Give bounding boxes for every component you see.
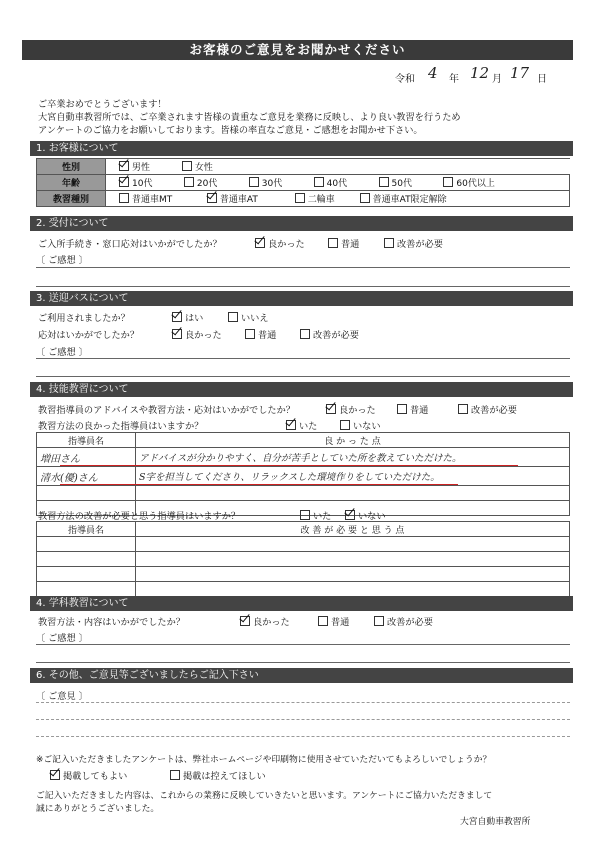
- bus-used-question: ご利用されましたか？: [38, 313, 130, 324]
- improve-point-header: 改 善 が 必 要 と 思 う 点: [136, 522, 570, 537]
- academic-comment-label: 〔 ご感想 〕: [36, 633, 88, 644]
- intro-line-2: 大宮自動車教習所では、ご卒業されます皆様の貴重なご意見を業務に反映し、より良い教習を行うため: [38, 112, 461, 123]
- gender-male-checkbox[interactable]: [119, 161, 129, 171]
- bus-service-normal-label: 普通: [258, 330, 277, 341]
- age-10s-checkbox[interactable]: [119, 177, 129, 187]
- date-era: 令和: [395, 74, 415, 85]
- practical-normal-checkbox[interactable]: [397, 404, 407, 414]
- practical-improve-label: 改善が必要: [471, 405, 517, 416]
- instructor-name-header: 指導員名: [37, 522, 136, 537]
- reception-improve-checkbox[interactable]: [384, 238, 394, 248]
- bus-service-question: 応対はいかがでしたか？: [38, 330, 140, 341]
- age-60s-checkbox[interactable]: [443, 177, 453, 187]
- good-instructor-no-label: いない: [353, 421, 381, 432]
- gender-female-label: 女性: [194, 163, 213, 173]
- course-type-label: 教習種別: [37, 191, 106, 207]
- bad-instructor-question: 教習方法の改善が必要と思う指導員はいますか？: [38, 511, 241, 522]
- bus-used-yes-label: はい: [185, 313, 204, 324]
- bus-service-improve-label: 改善が必要: [313, 330, 359, 341]
- academic-good-label: 良かった: [253, 617, 290, 628]
- age-20s-checkbox[interactable]: [184, 177, 194, 187]
- form-title: お客様のご意見をお聞かせください: [22, 40, 573, 60]
- section-2-header: 2. 受付について: [30, 216, 573, 231]
- table-header-row: [37, 433, 570, 448]
- comment-line: [36, 286, 570, 287]
- practical-good-checkbox[interactable]: [326, 404, 336, 414]
- reception-good-label: 良かった: [268, 239, 305, 250]
- section-4-header: 4. 技能教習について: [30, 382, 573, 397]
- practical-normal-label: 普通: [410, 405, 429, 416]
- date-month[interactable]: 12: [470, 64, 490, 82]
- other-comment-label: 〔 ご意見 〕: [36, 691, 88, 702]
- good-instructor-table: [36, 432, 570, 516]
- academic-normal-label: 普通: [331, 617, 350, 628]
- academic-normal-checkbox[interactable]: [318, 616, 328, 626]
- course-motorcycle-label: 二輪車: [307, 195, 335, 205]
- date-year[interactable]: 4: [428, 64, 438, 82]
- consent-yes-label: 掲載してもよい: [63, 771, 128, 782]
- course-at-release-label: 普通車AT限定解除: [372, 195, 447, 205]
- course-mt-label: 普通車MT: [132, 195, 173, 205]
- footer-school-name: 大宮自動車教習所: [460, 817, 531, 827]
- course-at-label: 普通車AT: [219, 195, 258, 205]
- bad-instructor-no-checkbox[interactable]: [345, 510, 355, 520]
- consent-question: ※ご記入いただきましたアンケートは、弊社ホームページや印刷物に使用させていただいてもよろしいでしょうか？: [36, 755, 492, 765]
- reception-improve-label: 改善が必要: [397, 239, 443, 250]
- course-at-release-checkbox[interactable]: [360, 193, 370, 203]
- comment-line: [36, 267, 570, 268]
- closing-line-2: 誠にありがとうございました。: [36, 804, 160, 814]
- intro-line-1: ご卒業おめでとうございます！: [38, 99, 167, 110]
- gender-female-checkbox[interactable]: [182, 161, 192, 171]
- reception-good-checkbox[interactable]: [255, 238, 265, 248]
- bad-instructor-table: [36, 521, 570, 597]
- age-40s-checkbox[interactable]: [314, 177, 324, 187]
- bus-service-good-checkbox[interactable]: [172, 329, 182, 339]
- age-10s-label: 10代: [132, 179, 153, 189]
- bus-used-yes-checkbox[interactable]: [172, 312, 182, 322]
- bad-instructor-yes-checkbox[interactable]: [300, 510, 310, 520]
- age-30s-label: 30代: [261, 179, 283, 189]
- red-underline: [60, 484, 458, 485]
- age-row: [37, 175, 570, 191]
- comment-line: [36, 702, 570, 703]
- age-30s-checkbox[interactable]: [249, 177, 259, 187]
- comment-line: [36, 644, 570, 645]
- bus-service-normal-checkbox[interactable]: [245, 329, 255, 339]
- section-6-header: 6. その他、ご意見等ございましたらご記入下さい: [30, 668, 573, 683]
- table-row: [37, 537, 570, 552]
- course-at-checkbox[interactable]: [207, 193, 217, 203]
- section-5-header: 4. 学科教習について: [30, 596, 573, 611]
- age-40s-label: 40代: [326, 179, 348, 189]
- comment-line: [36, 358, 570, 359]
- table-row: [37, 552, 570, 567]
- comment-line: [36, 736, 570, 737]
- gender-label: 性別: [37, 159, 106, 175]
- course-type-row: [37, 191, 570, 207]
- date-month-unit: 月: [492, 74, 502, 85]
- age-50s-label: 50代: [391, 179, 412, 189]
- reception-question: ご入所手続き・窓口応対はいかがでしたか？: [38, 239, 222, 250]
- academic-question: 教習方法・内容はいかがでしたか？: [38, 617, 185, 628]
- consent-no-checkbox[interactable]: [170, 770, 180, 780]
- table-row: [37, 486, 570, 501]
- consent-no-label: 掲載は控えてほしい: [183, 771, 266, 782]
- academic-good-checkbox[interactable]: [240, 616, 250, 626]
- good-instructor-yes-checkbox[interactable]: [286, 420, 296, 430]
- instructor-name-header: 指導員名: [37, 433, 136, 448]
- course-motorcycle-checkbox[interactable]: [295, 193, 305, 203]
- instructor-name-cell[interactable]: 増田さん: [37, 448, 136, 467]
- age-label: 年齢: [37, 175, 106, 191]
- consent-yes-checkbox[interactable]: [50, 770, 60, 780]
- section-3-header: 3. 送迎バスについて: [30, 291, 573, 306]
- academic-improve-label: 改善が必要: [387, 617, 433, 628]
- bad-instructor-no-label: いない: [358, 511, 386, 522]
- good-point-header: 良 か っ た 点: [136, 433, 570, 448]
- practical-good-label: 良かった: [339, 405, 376, 416]
- practical-question: 教習指導員のアドバイスや教習方法・応対はいかがでしたか？: [38, 405, 295, 416]
- academic-improve-checkbox[interactable]: [374, 616, 384, 626]
- table-row: [37, 582, 570, 597]
- instructor-name-cell[interactable]: 清水(優)さん: [37, 467, 136, 486]
- closing-line-1: ご記入いただきました内容は、これからの業務に反映していきたいと思います。アンケートにご協力いただきまして: [36, 791, 493, 801]
- comment-line: [36, 719, 570, 720]
- table-row: [37, 448, 570, 467]
- section-1-header: 1. お客様について: [30, 141, 573, 156]
- bus-service-improve-checkbox[interactable]: [300, 329, 310, 339]
- intro-line-3: アンケートのご協力をお願いしております。皆様の率直なご意見・ご感想をお聞かせ下さい。: [38, 125, 423, 136]
- comment-line: [36, 662, 570, 663]
- course-mt-checkbox[interactable]: [119, 193, 129, 203]
- age-50s-checkbox[interactable]: [379, 177, 389, 187]
- red-underline: [60, 465, 518, 466]
- gender-row: [37, 159, 570, 175]
- bus-service-good-label: 良かった: [185, 330, 222, 341]
- comment-line: [36, 376, 570, 377]
- age-60s-label: 60代以上: [456, 179, 495, 189]
- good-instructor-question: 教習方法の良かった指導員はいますか？: [38, 421, 204, 432]
- good-point-cell[interactable]: アドバイスが分かりやすく、自分が苦手としていた所を教えていただけた。: [136, 448, 570, 467]
- good-instructor-yes-label: いた: [299, 421, 318, 432]
- table-row: [37, 567, 570, 582]
- table-header-row: [37, 522, 570, 537]
- reception-comment-label: 〔 ご感想 〕: [36, 255, 88, 266]
- date-day[interactable]: 17: [510, 64, 530, 82]
- reception-normal-checkbox[interactable]: [328, 238, 338, 248]
- table-row: [37, 467, 570, 486]
- good-point-cell[interactable]: S字を担当してくださり、リラックスした環境作りをしていただけた。: [136, 467, 570, 486]
- date-year-unit: 年: [449, 74, 459, 85]
- age-20s-label: 20代: [196, 179, 218, 189]
- reception-normal-label: 普通: [341, 239, 360, 250]
- bus-comment-label: 〔 ご感想 〕: [36, 347, 88, 358]
- date-day-unit: 日: [537, 74, 547, 85]
- gender-male-label: 男性: [132, 163, 151, 173]
- practical-improve-checkbox[interactable]: [458, 404, 468, 414]
- bad-instructor-yes-label: いた: [313, 511, 332, 522]
- good-instructor-no-checkbox[interactable]: [340, 420, 350, 430]
- customer-info-table: [36, 158, 570, 207]
- bus-used-no-checkbox[interactable]: [228, 312, 238, 322]
- bus-used-no-label: いいえ: [241, 313, 269, 324]
